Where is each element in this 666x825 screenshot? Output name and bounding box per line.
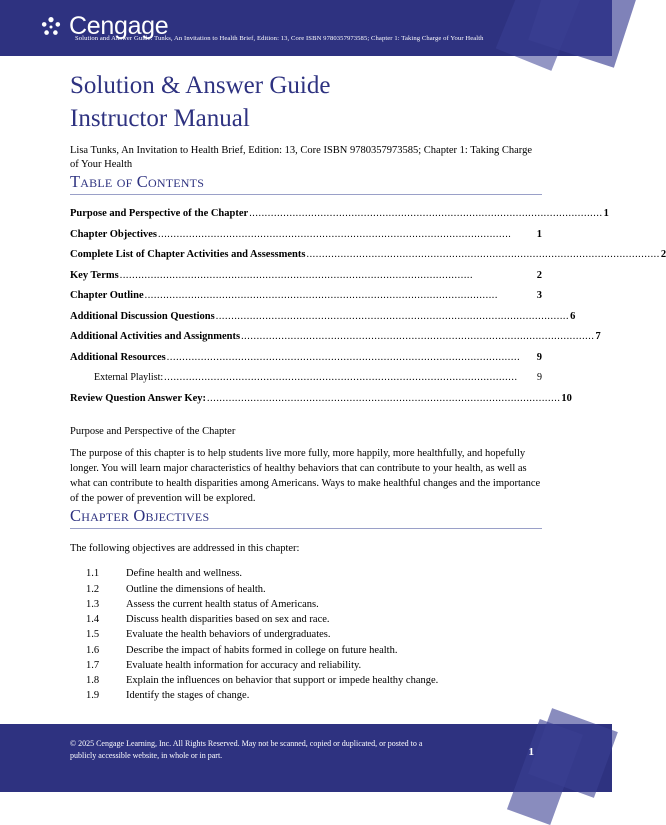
- toc-entry-label: Purpose and Perspective of the Chapter: [70, 208, 249, 220]
- objective-text: Evaluate the health behaviors of undergraduates.: [126, 629, 331, 641]
- toc-entry-page: 9: [537, 372, 542, 384]
- list-item: [70, 566, 542, 581]
- chapter-objectives-heading: Chapter Objectives: [70, 506, 542, 529]
- toc-entry[interactable]: [70, 290, 542, 301]
- objective-number: 1.7: [86, 659, 100, 671]
- toc-leader-dots: ..................................................................................................................: [144, 290, 499, 302]
- cengage-logo-text: Cengage: [69, 12, 169, 40]
- toc-leader-dots: ..................................................................................................................: [164, 372, 518, 384]
- toc-leader-dots: ..................................................................................................................: [249, 208, 603, 220]
- toc-entry[interactable]: [70, 249, 666, 261]
- objective-number: 1.8: [86, 675, 100, 686]
- toc-leader-dots: ..................................................................................................................: [241, 331, 595, 343]
- table-of-contents: [70, 208, 666, 404]
- toc-entry[interactable]: [70, 270, 542, 281]
- toc-entry-label: Key Terms: [70, 269, 119, 281]
- toc-entry-page: 2: [660, 249, 666, 261]
- objective-text: Identify the stages of change.: [126, 690, 250, 702]
- objective-number: 1.9: [86, 690, 100, 702]
- document-body: [70, 70, 666, 703]
- objective-number: 1.6: [86, 644, 100, 656]
- toc-entry[interactable]: [70, 352, 542, 363]
- objective-text: Outline the dimensions of health.: [126, 583, 266, 595]
- toc-entry-page: 2: [536, 269, 542, 281]
- toc-leader-dots: ..................................................................................................................: [119, 269, 474, 281]
- purpose-heading: Purpose and Perspective of the Chapter: [70, 425, 236, 437]
- purpose-paragraph: The purpose of this chapter is to help students live more fully, more happily, more healthfully, and hopefully longer. You will learn major characteristics of healthy behaviors that can contribute to your health, as well as what can contribute to health disparities among Americans. Ways to make healthful changes and the importance of the power of prevention will be explored.: [70, 447, 541, 504]
- objective-number: 1.2: [86, 583, 100, 595]
- toc-entry-label: Chapter Objectives: [70, 228, 157, 240]
- toc-entry-label: External Playlist:: [94, 372, 164, 384]
- objective-number: 1.5: [86, 629, 100, 641]
- list-item: [70, 688, 542, 703]
- toc-entry[interactable]: [70, 310, 576, 322]
- objective-number: 1.1: [86, 568, 100, 580]
- list-item: [70, 658, 542, 673]
- objective-text: Explain the influences on behavior that support or impede healthy change.: [126, 675, 439, 686]
- toc-entry-label: Review Question Answer Key:: [70, 392, 207, 404]
- toc-entry[interactable]: [70, 331, 601, 343]
- page-footer: [0, 724, 612, 792]
- toc-entry-page: 7: [595, 331, 601, 343]
- objective-number: 1.4: [86, 614, 100, 626]
- document-subtitle: Lisa Tunks, An Invitation to Health Brief, Edition: 13, Core ISBN 9780357973585; Chapter 1: Taking Charge of Your Health: [70, 145, 533, 171]
- objective-text: Define health and wellness.: [126, 568, 243, 580]
- toc-entry-page: 9: [536, 351, 542, 363]
- toc-entry-label: Additional Resources: [70, 351, 166, 363]
- toc-entry-label: Additional Activities and Assignments: [70, 331, 241, 343]
- toc-leader-dots: ..................................................................................................................: [306, 249, 660, 261]
- table-of-contents-heading: Table of Contents: [70, 172, 542, 195]
- cengage-spark-icon: [40, 16, 62, 38]
- toc-entry-page: 3: [536, 290, 542, 302]
- toc-entry-page: 1: [536, 228, 542, 240]
- objective-text: Evaluate health information for accuracy and reliability.: [126, 659, 362, 671]
- objective-number: 1.3: [86, 598, 100, 610]
- toc-entry-page: 1: [603, 208, 609, 220]
- toc-entry-label: Chapter Outline: [70, 290, 144, 302]
- toc-entry-label: Additional Discussion Questions: [70, 310, 215, 322]
- copyright-notice: © 2025 Cengage Learning, Inc. All Rights Reserved. May not be scanned, copied or duplicated, or posted to a publicly accessible website, in whole or in part.: [70, 739, 423, 760]
- toc-entry-label: Complete List of Chapter Activities and Assessments: [70, 249, 306, 261]
- objectives-intro: The following objectives are addressed in this chapter:: [70, 543, 300, 555]
- toc-leader-dots: ..................................................................................................................: [207, 392, 561, 404]
- page-title: [70, 70, 542, 135]
- list-item: [70, 673, 542, 688]
- toc-entry[interactable]: [70, 392, 572, 404]
- objectives-list: [70, 566, 542, 703]
- objective-text: Assess the current health status of Americans.: [126, 598, 319, 610]
- title-line-2: Instructor Manual: [70, 104, 250, 132]
- title-line-1: Solution & Answer Guide: [70, 72, 331, 99]
- objective-text: Describe the impact of habits formed in college on future health.: [126, 644, 398, 656]
- list-item: [70, 643, 542, 658]
- toc-entry-page: 6: [570, 310, 576, 322]
- list-item: [70, 597, 542, 612]
- toc-entry[interactable]: [70, 229, 542, 240]
- running-head: Solution and Answer Guide: Tunks, An Invitation to Health Brief, Edition: 13, Core ISBN 9780357973585; Chapter 1: Taking Charge of Your Health: [75, 35, 484, 42]
- page-header: [0, 0, 612, 56]
- objective-text: Discuss health disparities based on sex and race.: [126, 614, 330, 626]
- toc-leader-dots: ..................................................................................................................: [158, 228, 512, 240]
- page-number: 1: [528, 746, 534, 758]
- toc-entry-page: 10: [561, 392, 572, 404]
- toc-leader-dots: ..................................................................................................................: [166, 351, 521, 363]
- toc-entry[interactable]: [70, 208, 609, 220]
- list-item: [70, 612, 542, 627]
- list-item: [70, 582, 542, 597]
- toc-leader-dots: ..................................................................................................................: [215, 310, 570, 322]
- toc-entry-sub[interactable]: [70, 372, 542, 383]
- list-item: [70, 627, 542, 642]
